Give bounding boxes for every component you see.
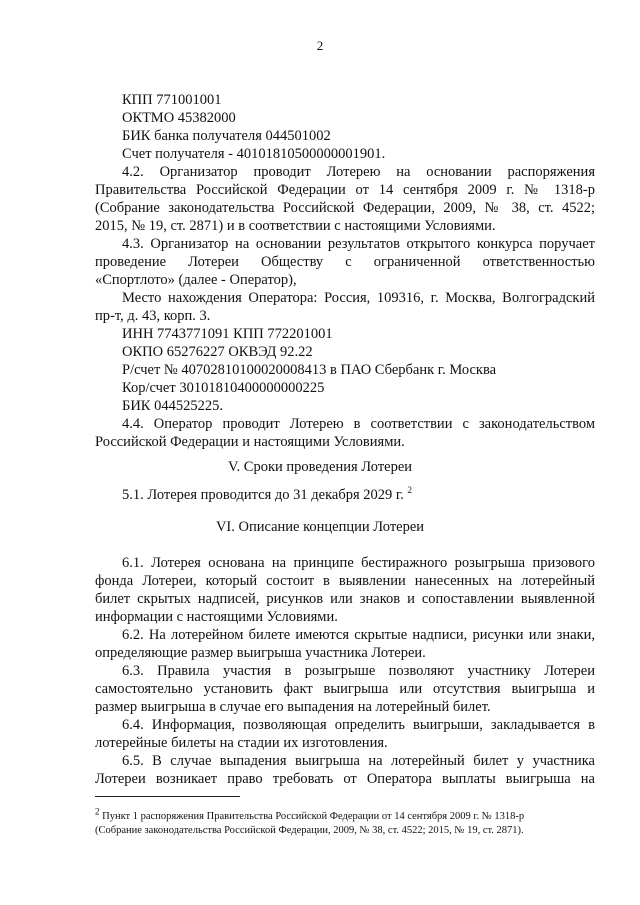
oktmo-line: ОКТМО 45382000 [122, 110, 236, 126]
footnote-ref: 2 [407, 485, 412, 496]
section-heading-v: V. Сроки проведения Лотереи [227, 459, 413, 475]
paragraph-6-1-line: информации с настоящими Условиями. [95, 609, 338, 625]
footnote-marker: 2 [95, 806, 100, 817]
footnote-text: Пункт 1 распоряжения Правительства Российской Федерации от 14 сентября 2009 г. № 1318-р [102, 811, 525, 822]
paragraph-6-3-line: самостоятельно установить факт выигрыша или отсутствия выигрыша и [95, 681, 595, 697]
paragraph-4-4-line: Российской Федерации и настоящими Условиями. [95, 434, 405, 450]
page-number: 2 [316, 38, 324, 53]
paragraph-6-3-line: размер выигрыша в случае его выпадения на лотерейный билет. [95, 699, 491, 715]
section-heading-vi: VI. Описание концепции Лотереи [215, 519, 425, 535]
kpp-line: КПП 771001001 [122, 92, 222, 108]
paragraph-6-2-line: определяющие размер выигрыша участника Лотереи. [95, 645, 426, 661]
operator-okpo-line: ОКПО 65276227 ОКВЭД 92.22 [122, 344, 313, 360]
footnote-divider [95, 796, 240, 797]
operator-inn-line: ИНН 7743771091 КПП 772201001 [122, 326, 333, 342]
footnote-line: (Собрание законодательства Российской Федерации, 2009, № 38, ст. 4522; 2015, № 19, ст. 2871). [95, 825, 524, 836]
paragraph-6-1-line: 6.1. Лотерея основана на принципе бестиражного розыгрыша призового [122, 555, 595, 571]
paragraph-6-5-line: 6.5. В случае выпадения выигрыша на лотерейный билет у участника [122, 753, 595, 769]
operator-rs-line: Р/счет № 40702810100020008413 в ПАО Сбербанк г. Москва [122, 362, 497, 378]
bik-recipient-line: БИК банка получателя 044501002 [122, 128, 331, 144]
paragraph-4-3-line: проведение Лотереи Обществу с ограниченной ответственностью [95, 254, 595, 270]
location-line: Место нахождения Оператора: Россия, 109316, г. Москва, Волгоградский [122, 290, 595, 306]
operator-kor-line: Кор/счет 30101810400000000225 [122, 380, 325, 396]
location-line: пр-т, д. 43, корп. 3. [95, 308, 211, 324]
operator-bik-line: БИК 044525225. [122, 398, 223, 414]
paragraph-4-3-line: 4.3. Организатор на основании результатов открытого конкурса поручает [122, 236, 595, 252]
paragraph-6-4-line: 6.4. Информация, позволяющая определить выигрыши, закладывается в [122, 717, 595, 733]
paragraph-4-2-line: (Собрание законодательства Российской Федерации, 2009, № 38, ст. 4522; [95, 200, 595, 216]
paragraph-4-2-line: 4.2. Организатор проводит Лотерею на основании распоряжения [122, 164, 595, 180]
paragraph-6-4-line: лотерейные билеты на стадии их изготовления. [95, 735, 388, 751]
paragraph-6-1-line: билет скрытых надписей, рисунков или знаков и сопоставлении выявленной [95, 591, 595, 607]
paragraph-5-1-text: 5.1. Лотерея проводится до 31 декабря 2029 г. [122, 487, 404, 503]
account-line: Счет получателя - 40101810500000001901. [122, 146, 386, 162]
paragraph-4-4-line: 4.4. Оператор проводит Лотерею в соответствии с законодательством [122, 416, 595, 432]
paragraph-4-2-line: 2015, № 19, ст. 2871) и в соответствии с настоящими Условиями. [95, 218, 496, 234]
footnote-line [95, 806, 595, 824]
paragraph-4-2-line: Правительства Российской Федерации от 14 сентября 2009 г. № 1318-р [95, 182, 595, 198]
paragraph-6-1-line: фонда Лотереи, который состоит в выявлении нанесенных на лотерейный [95, 573, 595, 589]
paragraph-6-3-line: 6.3. Правила участия в розыгрыше позволяют участнику Лотереи [122, 663, 595, 679]
paragraph-6-2-line: 6.2. На лотерейном билете имеются скрытые надписи, рисунки или знаки, [122, 627, 595, 643]
paragraph-6-5-line: Лотереи возникает право требовать от Оператора выплаты выигрыша на [95, 771, 595, 787]
paragraph-4-3-line: «Спортлото» (далее - Оператор), [95, 272, 297, 288]
paragraph-5-1 [122, 486, 622, 504]
